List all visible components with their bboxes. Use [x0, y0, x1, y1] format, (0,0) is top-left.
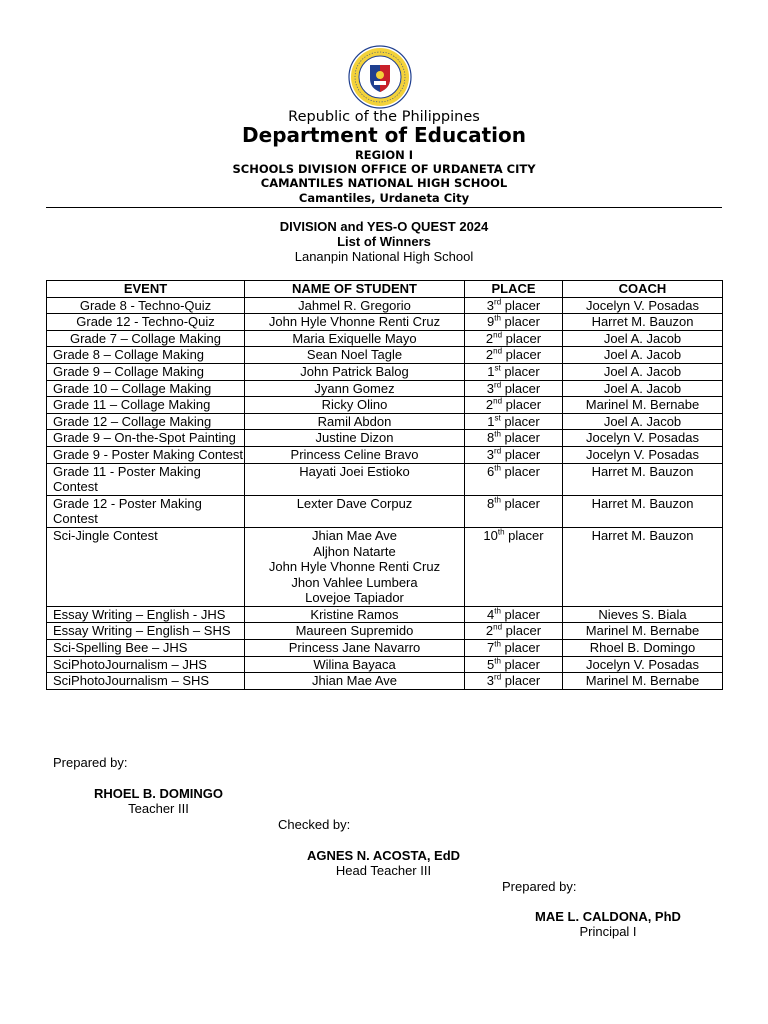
student-cell: [245, 656, 465, 673]
place-cell: [465, 347, 563, 364]
place-word: placer: [500, 314, 540, 330]
event-cell: Sci-Jingle Contest: [47, 527, 245, 606]
event-cell: Grade 8 – Collage Making: [47, 347, 245, 364]
table-row: [47, 330, 723, 347]
place-number: 6: [487, 463, 495, 479]
student-name: John Hyle Vhonne Renti Cruz: [268, 559, 441, 575]
student-cell: [245, 623, 465, 640]
prepared-by-label-2: Prepared by:: [502, 879, 577, 894]
place-word: placer: [500, 495, 540, 511]
event-cell: Grade 8 - Techno-Quiz: [47, 297, 245, 314]
coach-cell: Jocelyn V. Posadas: [563, 430, 723, 447]
place-number: 2: [485, 347, 494, 363]
place-cell: [465, 446, 563, 463]
place-cell: [465, 623, 563, 640]
coach-cell: Joel A. Jacob: [563, 380, 723, 397]
place-word: placer: [501, 297, 541, 313]
coach-cell: Joel A. Jacob: [563, 330, 723, 347]
coach-cell: Joel A. Jacob: [563, 347, 723, 364]
student-cell: [245, 363, 465, 380]
coach-cell: Jocelyn V. Posadas: [563, 656, 723, 673]
place-word: placer: [500, 363, 540, 379]
place-number: 9: [487, 314, 495, 330]
student-cell: [245, 673, 465, 690]
coach-cell: Jocelyn V. Posadas: [563, 446, 723, 463]
student-name: Jhian Mae Ave: [311, 527, 398, 543]
header-student: NAME OF STUDENT: [245, 281, 465, 298]
place-word: placer: [500, 413, 540, 429]
student-name: Jahmel R. Gregorio: [298, 297, 411, 313]
place-number: 3: [486, 673, 495, 689]
place-cell: [465, 527, 563, 606]
place-cell: [465, 640, 563, 657]
place-suffix: nd: [493, 396, 503, 406]
place-word: placer: [502, 347, 542, 363]
place-suffix: th: [497, 527, 505, 537]
place-number: 3: [486, 446, 495, 462]
place-word: placer: [500, 640, 540, 656]
student-name: Lexter Dave Corpuz: [296, 495, 413, 511]
coach-cell: Harret M. Bauzon: [563, 495, 723, 527]
deped-seal-logo: [342, 45, 418, 109]
event-cell: Essay Writing – English – SHS: [47, 623, 245, 640]
table-header-row: [47, 281, 723, 298]
table-row: [47, 527, 723, 606]
student-name: Sean Noel Tagle: [306, 347, 403, 363]
place-number: 7: [487, 640, 495, 656]
signatory-position: Principal I: [579, 924, 637, 939]
student-name: John Hyle Vhonne Renti Cruz: [268, 314, 441, 330]
header-place: PLACE: [465, 281, 563, 298]
student-cell: [245, 413, 465, 430]
place-number: 2: [485, 623, 494, 639]
table-row: [47, 363, 723, 380]
place-number: 2: [485, 397, 494, 413]
coach-cell: Joel A. Jacob: [563, 413, 723, 430]
table-row: [47, 314, 723, 331]
table-row: [47, 606, 723, 623]
place-word: placer: [502, 623, 542, 639]
table-row: [47, 495, 723, 527]
student-name: Justine Dizon: [315, 430, 394, 446]
student-cell: [245, 380, 465, 397]
place-number: 3: [486, 297, 495, 313]
place-cell: [465, 380, 563, 397]
division-line: SCHOOLS DIVISION OFFICE OF URDANETA CITY: [232, 162, 536, 176]
place-suffix: nd: [493, 347, 503, 357]
coach-cell: Nieves S. Biala: [563, 606, 723, 623]
table-row: [47, 463, 723, 495]
place-suffix: th: [494, 656, 501, 666]
address-line: Camantiles, Urdaneta City: [298, 191, 470, 205]
place-word: placer: [501, 380, 541, 396]
header-event: EVENT: [47, 281, 245, 298]
table-row: [47, 640, 723, 657]
student-cell: [245, 446, 465, 463]
place-number: 5: [487, 656, 495, 672]
place-suffix: nd: [493, 330, 503, 340]
student-cell: [245, 330, 465, 347]
place-suffix: nd: [493, 623, 503, 633]
place-suffix: th: [494, 606, 501, 616]
place-word: placer: [502, 397, 542, 413]
table-row: [47, 430, 723, 447]
student-cell: [245, 495, 465, 527]
place-suffix: rd: [494, 297, 502, 307]
event-cell: Grade 11 - Poster Making Contest: [47, 463, 245, 495]
doc-title: DIVISION and YES-O QUEST 2024: [279, 219, 489, 234]
student-cell: [245, 430, 465, 447]
place-number: 1: [487, 413, 495, 429]
table-row: [47, 397, 723, 414]
place-number: 3: [486, 380, 495, 396]
place-number: 1: [487, 363, 495, 379]
signatory-name: MAE L. CALDONA, PhD: [535, 909, 681, 924]
place-suffix: th: [494, 463, 501, 473]
table-row: [47, 673, 723, 690]
event-cell: Grade 7 – Collage Making: [47, 330, 245, 347]
coach-cell: Marinel M. Bernabe: [563, 623, 723, 640]
coach-cell: Marinel M. Bernabe: [563, 673, 723, 690]
place-word: placer: [500, 430, 540, 446]
place-cell: [465, 413, 563, 430]
coach-cell: Harret M. Bauzon: [563, 527, 723, 606]
place-cell: [465, 673, 563, 690]
student-cell: [245, 297, 465, 314]
table-row: [47, 297, 723, 314]
student-cell: [245, 347, 465, 364]
student-cell: [245, 463, 465, 495]
table-row: [47, 446, 723, 463]
table-row: [47, 413, 723, 430]
header-coach: COACH: [563, 281, 723, 298]
event-cell: Grade 12 – Collage Making: [47, 413, 245, 430]
event-cell: Grade 9 - Poster Making Contest: [47, 446, 245, 463]
place-suffix: rd: [494, 380, 502, 390]
coach-cell: Jocelyn V. Posadas: [563, 297, 723, 314]
student-name: John Patrick Balog: [300, 363, 409, 379]
student-name: Wilina Bayaca: [313, 656, 396, 672]
place-cell: [465, 606, 563, 623]
place-cell: [465, 430, 563, 447]
place-suffix: th: [494, 639, 501, 649]
coach-cell: Harret M. Bauzon: [563, 314, 723, 331]
event-cell: Grade 9 – Collage Making: [47, 363, 245, 380]
region-line: REGION I: [354, 148, 414, 162]
event-cell: Grade 12 - Techno-Quiz: [47, 314, 245, 331]
place-word: placer: [501, 446, 541, 462]
student-cell: [245, 397, 465, 414]
signatory-block-1: [88, 786, 229, 816]
place-cell: [465, 330, 563, 347]
student-name: Jyann Gomez: [314, 380, 395, 396]
place-suffix: th: [494, 313, 501, 323]
signatory-position: Teacher III: [128, 801, 189, 816]
table-body: [47, 297, 723, 689]
student-name: Ricky Olino: [321, 397, 388, 413]
coach-cell: Rhoel B. Domingo: [563, 640, 723, 657]
place-word: placer: [504, 527, 544, 543]
department-title: Department of Education: [242, 123, 526, 147]
signatory-position: Head Teacher III: [335, 863, 432, 878]
place-suffix: rd: [494, 446, 502, 456]
student-name: Kristine Ramos: [310, 606, 399, 622]
event-cell: SciPhotoJournalism – SHS: [47, 673, 245, 690]
checked-by-label: Checked by:: [278, 817, 351, 832]
student-name: Maria Exiquelle Mayo: [292, 330, 417, 346]
student-name: Hayati Joei Estioko: [299, 463, 410, 479]
place-cell: [465, 363, 563, 380]
table-row: [47, 623, 723, 640]
coach-cell: Joel A. Jacob: [563, 363, 723, 380]
school-name: Lananpin National High School: [294, 249, 474, 264]
coach-cell: Marinel M. Bernabe: [563, 397, 723, 414]
student-name: Princess Jane Navarro: [288, 640, 421, 656]
event-cell: Sci-Spelling Bee – JHS: [47, 640, 245, 657]
student-name: Jhon Vahlee Lumbera: [291, 574, 418, 590]
prepared-by-label: Prepared by:: [53, 755, 128, 770]
place-word: placer: [501, 673, 541, 689]
place-cell: [465, 656, 563, 673]
place-suffix: th: [494, 495, 501, 505]
event-cell: Grade 10 – Collage Making: [47, 380, 245, 397]
student-name: Maureen Supremido: [295, 623, 414, 639]
place-suffix: st: [494, 363, 501, 373]
student-name: Princess Celine Bravo: [290, 446, 419, 462]
place-suffix: th: [494, 430, 501, 440]
signatory-block-2: [300, 848, 467, 878]
doc-subtitle: List of Winners: [337, 234, 431, 249]
student-cell: [245, 314, 465, 331]
signatory-block-3: [528, 909, 688, 939]
winners-table: [46, 280, 723, 690]
place-word: placer: [502, 330, 542, 346]
table-row: [47, 347, 723, 364]
header-divider: [46, 207, 722, 208]
place-number: 2: [485, 330, 494, 346]
place-cell: [465, 463, 563, 495]
place-suffix: st: [494, 413, 501, 423]
place-cell: [465, 314, 563, 331]
student-cell: [245, 640, 465, 657]
place-number: 10: [483, 527, 498, 543]
place-cell: [465, 297, 563, 314]
place-word: placer: [500, 656, 540, 672]
student-name: Aljhon Natarte: [313, 543, 396, 559]
place-cell: [465, 495, 563, 527]
place-cell: [465, 397, 563, 414]
signatory-name: RHOEL B. DOMINGO: [93, 786, 224, 801]
student-name: Ramil Abdon: [317, 413, 392, 429]
event-cell: Grade 11 – Collage Making: [47, 397, 245, 414]
table-row: [47, 380, 723, 397]
republic-line: Republic of the Philippines: [288, 109, 480, 125]
event-cell: Grade 12 - Poster Making Contest: [47, 495, 245, 527]
place-suffix: rd: [494, 672, 502, 682]
place-word: placer: [500, 463, 540, 479]
place-number: 8: [487, 430, 495, 446]
event-cell: Essay Writing – English - JHS: [47, 606, 245, 623]
coach-cell: Harret M. Bauzon: [563, 463, 723, 495]
student-cell: [245, 527, 465, 606]
event-cell: Grade 9 – On-the-Spot Painting: [47, 430, 245, 447]
student-cell: [245, 606, 465, 623]
place-number: 8: [487, 495, 495, 511]
event-cell: SciPhotoJournalism – JHS: [47, 656, 245, 673]
table-row: [47, 656, 723, 673]
school-line: CAMANTILES NATIONAL HIGH SCHOOL: [260, 176, 508, 190]
place-number: 4: [487, 606, 495, 622]
signatory-name: AGNES N. ACOSTA, EdD: [306, 848, 461, 863]
student-name: Jhian Mae Ave: [311, 673, 398, 689]
place-word: placer: [500, 606, 540, 622]
student-name: Lovejoe Tapiador: [305, 590, 404, 606]
